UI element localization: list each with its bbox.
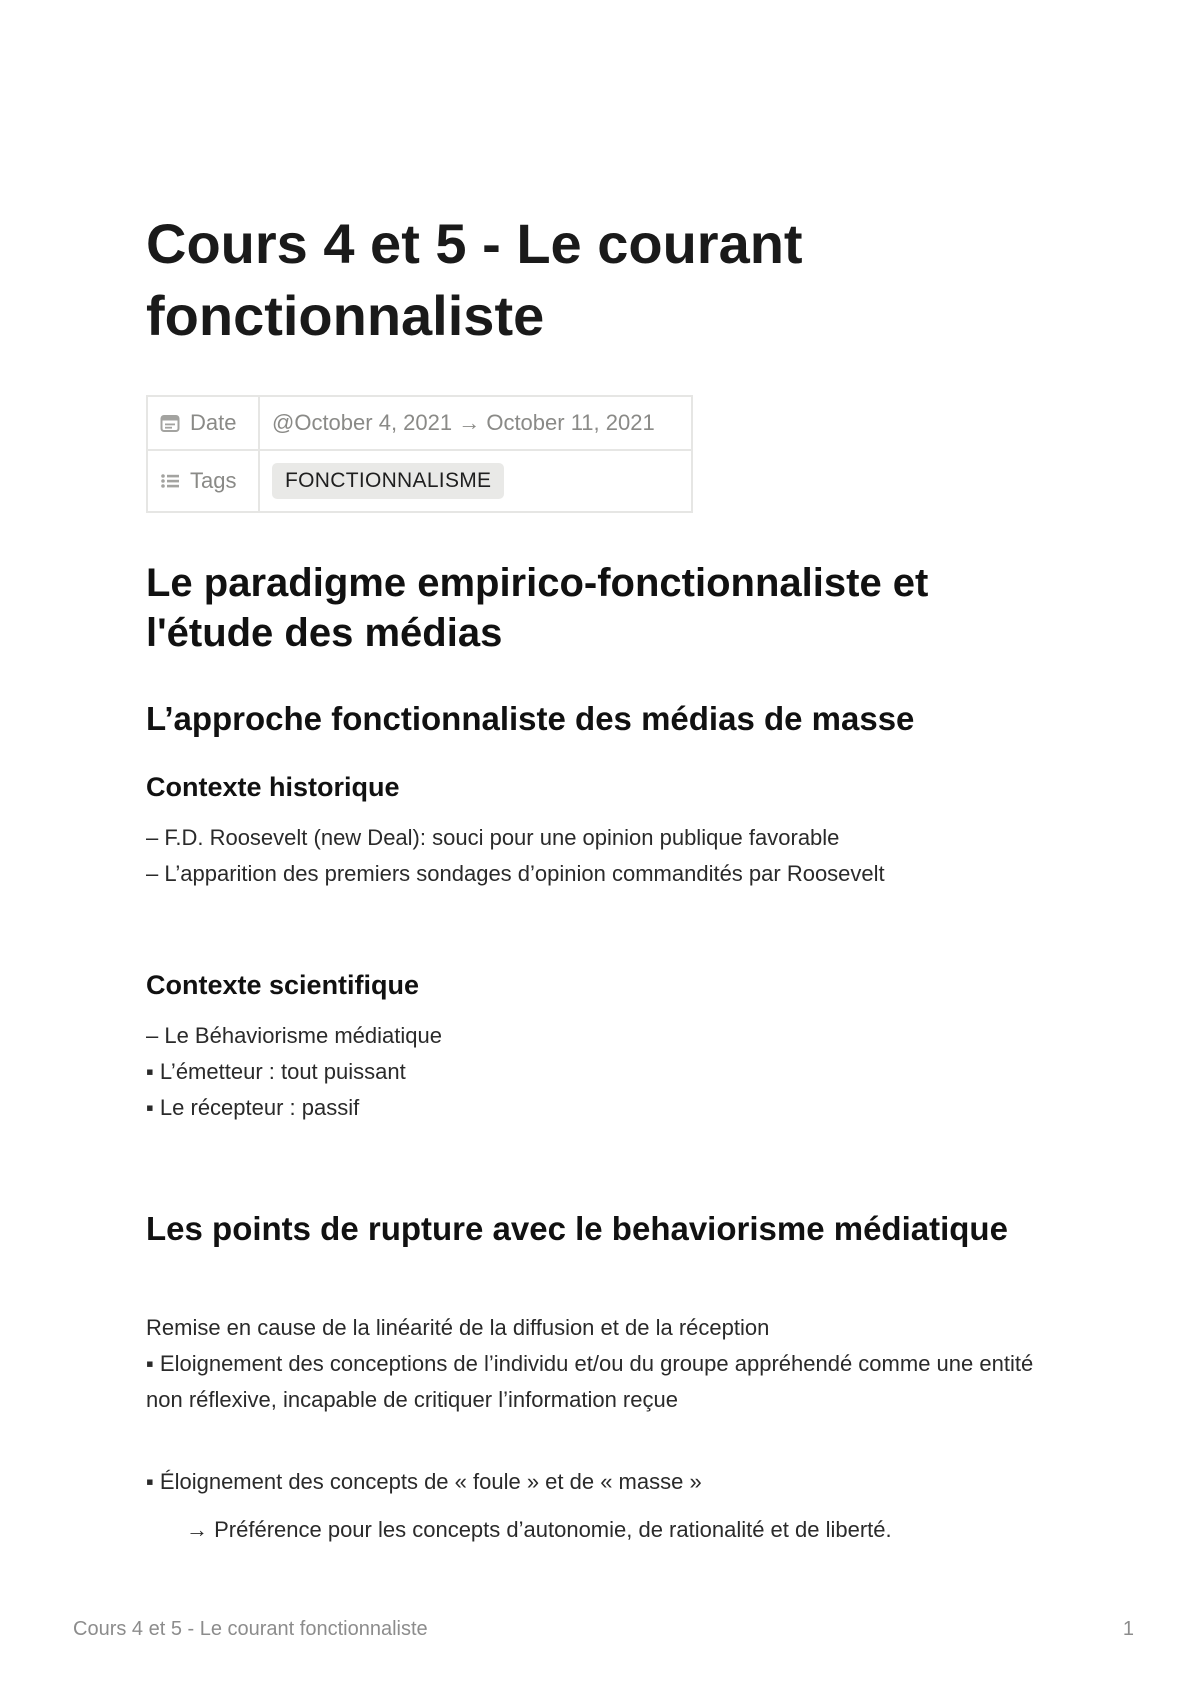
historique-line-2: – L’apparition des premiers sondages d’opinion commandités par Roosevelt: [146, 861, 885, 886]
ruptures-line-4: → Préférence pour les concepts d’autonomie, de rationalité et de liberté.: [186, 1517, 892, 1542]
footer-title: Cours 4 et 5 - Le courant fonctionnaliste: [73, 1618, 428, 1640]
section-heading: Le paradigme empirico-fonctionnaliste et l'étude des médias: [146, 561, 929, 655]
subsection-heading: L’approche fonctionnaliste des médias de masse: [146, 700, 915, 737]
tags-property: [147, 450, 692, 512]
date-property-key: [147, 396, 259, 450]
page-title: Cours 4 et 5 - Le courant fonctionnaliste: [146, 212, 803, 347]
contexte-scientifique-heading: Contexte scientifique: [146, 970, 420, 1000]
scientifique-line-2: ▪ L’émetteur : tout puissant: [146, 1059, 406, 1084]
date-label: Date: [190, 410, 237, 435]
tag-chip[interactable]: FONCTIONNALISME: [272, 463, 504, 499]
ruptures-line-2: ▪ Eloignement des conceptions de l’individu et/ou du groupe appréhendé comme une entité non réflexive, incapable de critiquer l’information reçue: [146, 1351, 1034, 1412]
tags-label: Tags: [190, 468, 237, 493]
ruptures-line-3: ▪ Éloignement des concepts de « foule » et de « masse »: [146, 1469, 702, 1494]
page-number: 1: [1122, 1618, 1134, 1640]
tags-value: [259, 450, 692, 512]
date-property: [147, 396, 692, 450]
ruptures-heading: Les points de rupture avec le behaviorisme médiatique: [146, 1210, 1008, 1247]
contexte-historique-heading: Contexte historique: [146, 772, 400, 802]
scientifique-line-3: ▪ Le récepteur : passif: [146, 1095, 360, 1120]
calendar-icon: [160, 413, 180, 433]
tags-property-key: [147, 450, 259, 512]
scientifique-line-1: – Le Béhaviorisme médiatique: [146, 1023, 442, 1048]
historique-line-1: – F.D. Roosevelt (new Deal): souci pour une opinion publique favorable: [146, 825, 840, 850]
ruptures-line-1: Remise en cause de la linéarité de la diffusion et de la réception: [146, 1315, 770, 1340]
list-icon: [160, 471, 180, 491]
properties-table: [146, 395, 693, 513]
date-value[interactable]: @October 4, 2021 → October 11, 2021: [259, 396, 692, 450]
